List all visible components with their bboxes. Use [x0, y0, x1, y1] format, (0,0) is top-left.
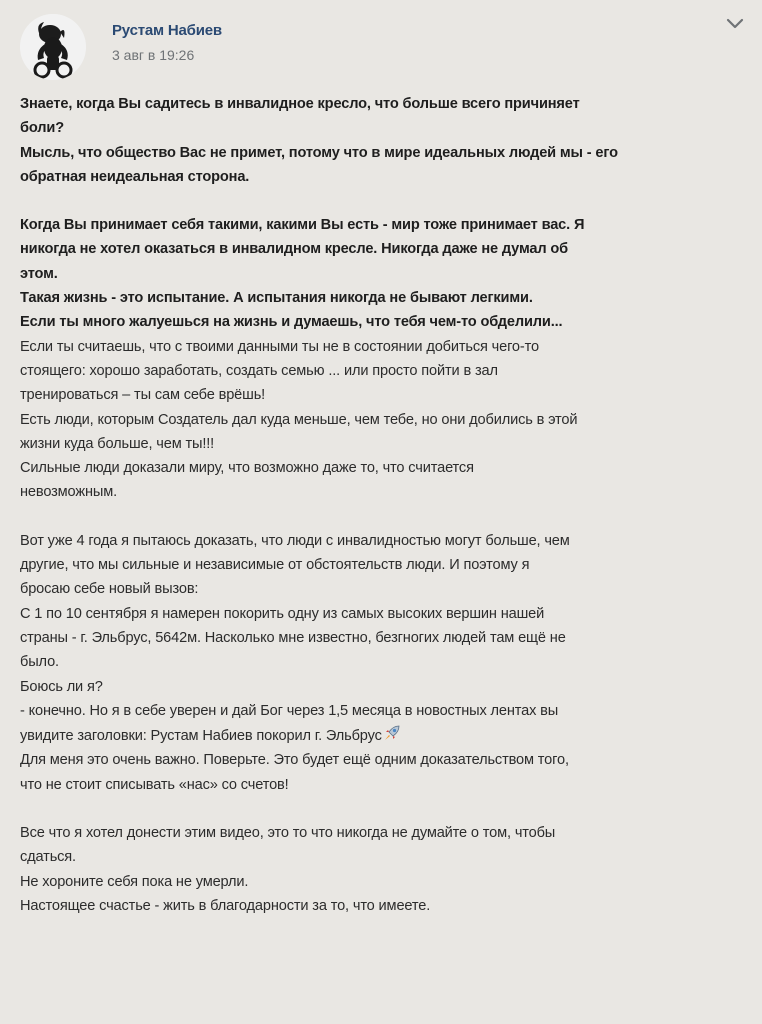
text-line: обратная неидеальная сторона.	[20, 168, 250, 185]
post-text	[20, 92, 754, 918]
text-line: тренироваться – ты сам себе врёшь!	[20, 387, 266, 404]
text-line: Если ты много жалуешься на жизнь и думаешь, что тебя чем-то обделили...	[20, 314, 563, 331]
text-line: С 1 по 10 сентября я намерен покорить одну из самых высоких вершин нашей	[20, 605, 545, 622]
text-line: Боюсь ли я?	[20, 678, 103, 695]
text-line: жизни куда больше, чем ты!!!	[20, 435, 215, 452]
text-line: Мысль, что общество Вас не примет, потому что в мире идеальных людей мы - его	[20, 144, 618, 161]
text-line: Сильные люди доказали миру, что возможно даже то, что считается	[20, 460, 474, 477]
text-line: невозможным.	[20, 484, 117, 501]
text-line: Есть люди, которым Создатель дал куда меньше, чем тебе, но они добились в этой	[20, 411, 578, 428]
text-line: Знаете, когда Вы садитесь в инвалидное кресло, что больше всего причиняет	[20, 96, 580, 112]
text-line: боли?	[20, 120, 64, 137]
author-avatar[interactable]	[20, 14, 86, 80]
paragraph-3	[20, 529, 754, 797]
text-line: что не стоит списывать «нас» со счетов!	[20, 776, 289, 793]
text-line: было.	[20, 654, 59, 671]
text-line: - конечно. Но я в себе уверен и дай Бог через 1,5 месяца в новостных лентах вы	[20, 702, 559, 719]
paragraph-gap	[20, 797, 754, 821]
paragraph-1	[20, 92, 754, 189]
text-line: Вот уже 4 года я пытаюсь доказать, что люди с инвалидностью могут больше, чем	[20, 532, 570, 549]
text-line: Настоящее счастье - жить в благодарности за то, что имеете.	[20, 897, 431, 914]
text-line: бросаю себе новый вызов:	[20, 581, 199, 598]
text-line: страны - г. Эльбрус, 5642м. Насколько мне известно, безгногих людей там ещё не	[20, 629, 566, 646]
text-line: Если ты считаешь, что с твоими данными ты не в состоянии добиться чего-то	[20, 338, 539, 355]
paragraph-gap	[20, 189, 754, 213]
text-line	[20, 723, 754, 748]
chevron-down-icon	[722, 14, 748, 34]
text-line: Для меня это очень важно. Поверьте. Это будет ещё одним доказательством того,	[20, 752, 569, 769]
rocket-emoji-icon	[382, 723, 402, 743]
author-name-link[interactable]: Рустам Набиев	[112, 22, 222, 39]
text-line: Такая жизнь - это испытание. А испытания никогда не бывают легкими.	[20, 290, 533, 307]
avatar-silhouette-icon	[20, 14, 86, 80]
paragraph-gap	[20, 505, 754, 529]
text-line: никогда не хотел оказаться в инвалидном кресле. Никогда даже не думал об	[20, 241, 569, 258]
paragraph-2	[20, 213, 754, 505]
post-date[interactable]: 3 авг в 19:26	[112, 47, 195, 63]
text-line: Все что я хотел донести этим видео, это то что никогда не думайте о том, чтобы	[20, 825, 556, 842]
text-line: стоящего: хорошо заработать, создать семью ... или просто пойти в зал	[20, 362, 498, 379]
text-line: другие, что мы сильные и независимые от обстоятельств люди. И поэтому я	[20, 557, 530, 574]
text-line: сдаться.	[20, 849, 76, 866]
text-line: Когда Вы принимает себя такими, какими Вы есть - мир тоже принимает вас. Я	[20, 217, 585, 234]
text-line: Не хороните себя пока не умерли.	[20, 873, 249, 890]
text-line: этом.	[20, 265, 58, 282]
post-menu-button[interactable]	[722, 14, 748, 34]
text-fragment: увидите заголовки: Рустам Набиев покорил г. Эльбрус	[20, 728, 382, 745]
paragraph-4	[20, 821, 754, 918]
